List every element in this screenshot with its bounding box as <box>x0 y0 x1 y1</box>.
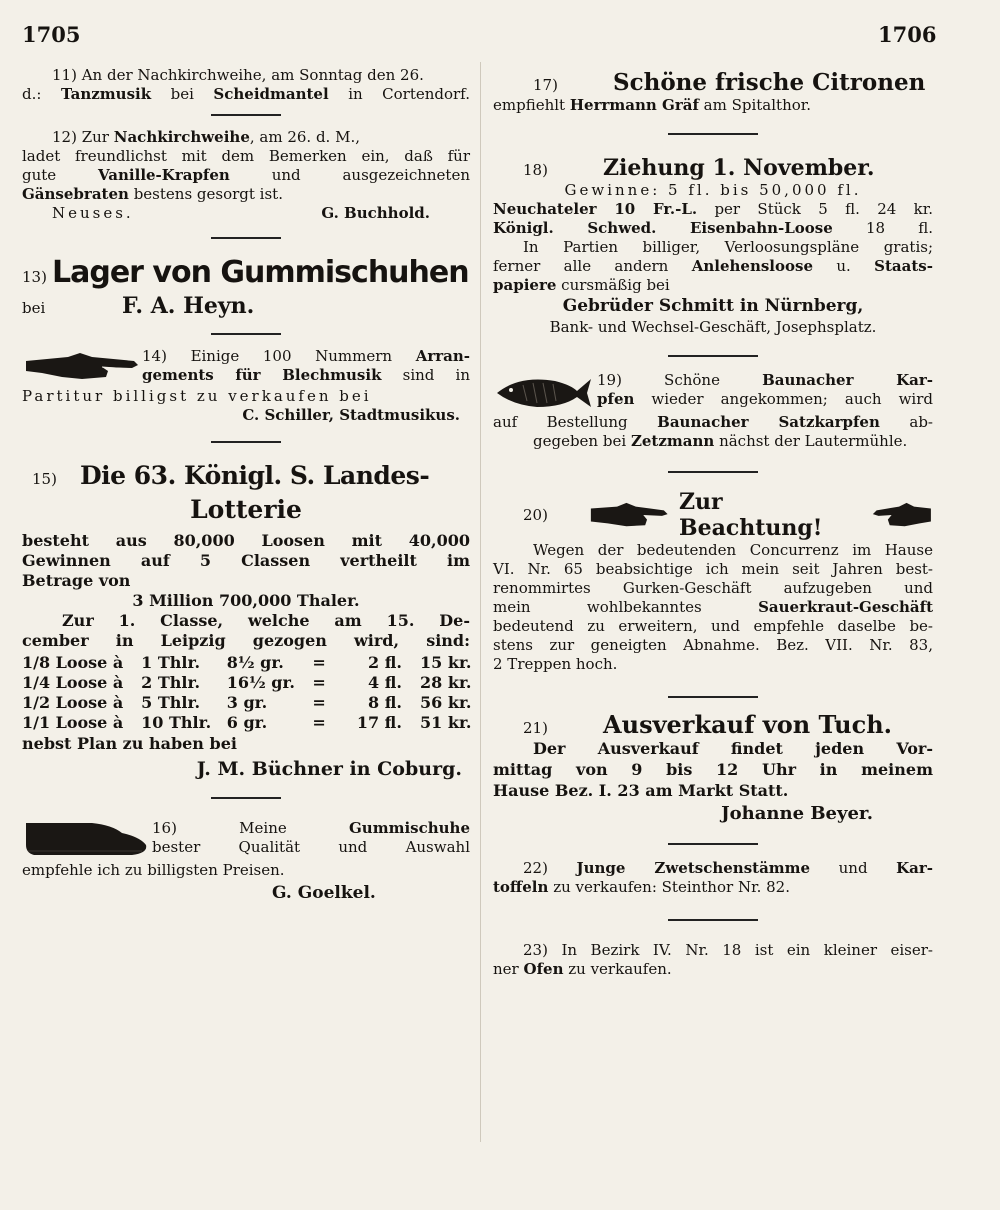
ad23-line1: 23) In Bezirk IV. Nr. 18 ist ein kleiner eiser- <box>523 941 933 959</box>
ad12-item: Gänsebraten <box>22 185 129 203</box>
separator-rule <box>211 441 281 443</box>
ad22-number: 22) <box>523 859 548 877</box>
ad13-number: 13) <box>22 268 47 286</box>
ad11-place: in Cortendorf. <box>348 85 470 103</box>
advertisement-15 <box>22 459 470 783</box>
ad18-line4: In Partien billiger, Verloosungspläne gratis; <box>523 238 933 256</box>
ad18-text: cursmäßig bei <box>561 276 670 294</box>
ad19-text: 19) Schöne <box>597 371 720 389</box>
ad23-text: zu verkaufen. <box>568 960 672 978</box>
lot-fraction: 1/8 <box>22 653 51 672</box>
advertisement-20 <box>493 489 933 674</box>
ad19-item: pfen <box>597 390 635 408</box>
ad17-line1 <box>493 96 933 115</box>
ad18-line8: Bank- und Wechsel-Geschäft, Josephsplatz. <box>549 318 877 336</box>
lot-label: Loose à <box>55 673 124 692</box>
ad19-line4 <box>493 432 933 451</box>
advertisement-13 <box>22 253 470 319</box>
ad11-host: Scheidmantel <box>213 85 329 103</box>
ad15-line4: 3 Million 700,000 Thaler. <box>132 591 360 610</box>
ad12-date: , am 26. d. M., <box>249 128 360 146</box>
lot-row <box>22 653 470 673</box>
ad12-line5 <box>22 204 470 223</box>
ad19-top <box>493 371 933 413</box>
lot-thaler: 1 Thlr. <box>141 653 201 672</box>
ad12-item: Vanille-Krapfen <box>98 166 230 184</box>
advertisement-23 <box>493 941 933 979</box>
separator-rule <box>668 919 758 921</box>
lot-row <box>22 693 470 713</box>
lot-kreuzer: 51 kr. <box>420 713 472 732</box>
ad12-text: und ausgezeichneten <box>271 166 470 184</box>
lot-equals: = <box>312 653 326 672</box>
ad12-signature: G. Buchhold. <box>321 204 430 222</box>
ad16-top <box>22 815 470 861</box>
advertisement-22 <box>493 859 933 897</box>
ad17-merchant: Herrmann Gräf <box>569 96 699 114</box>
lot-thaler: 2 Thlr. <box>141 673 201 692</box>
ad20-number: 20) <box>523 505 548 524</box>
lot-label: Loose à <box>55 693 124 712</box>
ad19-text: gegeben bei <box>533 432 627 450</box>
ad13-name-row <box>22 293 470 319</box>
fish-icon <box>493 371 593 413</box>
lot-equals: = <box>312 713 326 732</box>
advertisement-18 <box>493 155 933 337</box>
ad18-line3 <box>493 219 933 238</box>
ad23-line2 <box>493 960 933 979</box>
ad18-number: 18) <box>523 161 548 179</box>
ad18-security: Königl. Schwed. Eisenbahn-Loose <box>493 219 833 237</box>
ad17-title: Schöne frische Citronen <box>613 69 926 96</box>
ad11-line2 <box>22 85 470 104</box>
ad15-number: 15) <box>32 470 57 488</box>
ad19-text-block <box>593 371 933 413</box>
ad18-price: 18 fl. <box>865 219 933 237</box>
ad14-text: 14) Einige 100 Nummern <box>142 347 393 365</box>
ad17-text: empfiehlt <box>493 96 566 114</box>
ad15-line1: besteht aus 80,000 Loosen mit 40,000 <box>22 531 470 550</box>
ad23-text: ner <box>493 960 519 978</box>
ad19-text: ab- <box>909 413 933 431</box>
ad20-line6: stens zur geneigten Abnahme. Bez. VII. Nr. 83, <box>493 636 933 654</box>
ad15-title: Die 63. Königl. S. Landes- <box>80 461 430 490</box>
ad12-line2: ladet freundlichst mit dem Bemerken ein, daß für <box>22 147 470 165</box>
ad18-title: Ziehung 1. November. <box>603 155 875 181</box>
ad15-title2: Lotterie <box>190 495 302 524</box>
separator-rule <box>668 471 758 473</box>
ad18-line6 <box>493 276 933 295</box>
ad14-item: Arran- <box>415 347 470 365</box>
lot-groschen: 8½ gr. <box>226 653 284 672</box>
ad15-line3: Betrage von <box>22 571 131 590</box>
ad19-place: nächst der Lautermühle. <box>719 432 908 450</box>
ad19-merchant: Zetzmann <box>630 432 715 450</box>
ad20-line5: bedeutend zu erweitern, und empfehle daselbe be- <box>493 617 933 635</box>
ad20-line4 <box>493 598 933 617</box>
ad11-line1: 11) An der Nachkirchweihe, am Sonntag den 26. <box>52 66 424 84</box>
ad12-place: Neuses. <box>52 204 134 222</box>
ad18-security: papiere <box>493 276 557 294</box>
ad12-line4 <box>22 185 470 204</box>
separator-rule <box>668 843 758 845</box>
ad17-number: 17) <box>533 76 558 94</box>
ad14-line2 <box>142 366 470 385</box>
ad19-text: auf Bestellung <box>493 413 628 431</box>
ad18-security: Neuchateler 10 Fr.-L. <box>493 200 698 218</box>
lot-label: Loose à <box>55 653 124 672</box>
ad20-title-row <box>493 489 933 541</box>
lot-gulden: 17 fl. <box>356 713 402 732</box>
ad17-place: am Spitalthor. <box>703 96 812 114</box>
lot-kreuzer: 15 kr. <box>420 653 472 672</box>
advertisement-21 <box>493 712 933 827</box>
ad20-line1: Wegen der bedeutenden Concurrenz im Hause <box>533 541 933 559</box>
right-column <box>493 58 933 979</box>
lot-kreuzer: 56 kr. <box>420 693 472 712</box>
ad15-line6: cember in Leipzig gezogen wird, sind: <box>22 631 470 650</box>
ad13-text: bei <box>22 299 46 317</box>
separator-rule <box>668 355 758 357</box>
ad17-title-row <box>493 70 933 96</box>
lot-equals: = <box>312 693 326 712</box>
ad18-line2 <box>493 200 933 219</box>
lot-thaler: 10 Thlr. <box>141 713 212 732</box>
pointing-hand-icon <box>22 347 142 387</box>
column-divider <box>480 62 481 1142</box>
ad18-price: per Stück 5 fl. 24 kr. <box>714 200 933 218</box>
ad19-item: Baunacher Kar- <box>762 371 933 389</box>
ad16-line2: bester Qualität und Auswahl <box>152 838 470 856</box>
ad20-item: Sauerkraut-Geschäft <box>758 598 933 616</box>
ad12-line1 <box>22 128 470 147</box>
ad18-line7: Gebrüder Schmitt in Nürnberg, <box>562 296 864 316</box>
ad14-item: gements für Blechmusik <box>142 366 382 384</box>
ad19-line3 <box>493 413 933 432</box>
ad22-item: Kar- <box>896 859 933 877</box>
separator-rule <box>211 237 281 239</box>
ad14-top <box>22 347 470 387</box>
ad21-number: 21) <box>523 719 548 737</box>
ad23-item: Ofen <box>523 960 564 978</box>
lot-groschen: 16½ gr. <box>226 673 295 692</box>
ad15-line5: Zur 1. Classe, welche am 15. De- <box>62 611 470 630</box>
ad15-title-row <box>22 459 470 493</box>
ad18-text: ferner alle andern <box>493 257 669 275</box>
ad20-line2: VI. Nr. 65 beabsichtige ich mein seit Jahren best- <box>493 560 933 578</box>
ad21-signature: Johanne Beyer. <box>721 803 873 824</box>
shoe-icon <box>22 815 152 861</box>
ad15-line7: nebst Plan zu haben bei <box>22 734 237 753</box>
lot-label: Loose à <box>55 713 124 732</box>
ad15-price-table <box>22 653 470 733</box>
separator-rule <box>211 333 281 335</box>
separator-rule <box>211 797 281 799</box>
lot-gulden: 8 fl. <box>367 693 402 712</box>
advertisement-11 <box>22 66 470 104</box>
ad22-line2 <box>493 878 933 897</box>
lot-gulden: 2 fl. <box>367 653 402 672</box>
ad14-text-block <box>142 347 470 387</box>
lot-fraction: 1/2 <box>22 693 51 712</box>
ad18-text: u. <box>836 257 851 275</box>
ad11-text: bei <box>170 85 194 103</box>
ad14-signature: C. Schiller, Stadtmusikus. <box>242 406 460 424</box>
ad19-line1 <box>597 371 933 390</box>
ad13-merchant: F. A. Heyn. <box>122 293 255 319</box>
separator-rule <box>668 696 758 698</box>
lot-kreuzer: 28 kr. <box>420 673 472 692</box>
ad21-title: Ausverkauf von Tuch. <box>603 710 893 739</box>
ad20-line7: 2 Treppen hoch. <box>493 655 618 673</box>
ad16-signature: G. Goelkel. <box>272 883 376 903</box>
lot-thaler: 5 Thlr. <box>141 693 201 712</box>
ad18-security: Anlehensloose <box>691 257 814 275</box>
ad14-line3: Partitur billigst zu verkaufen bei <box>22 387 372 405</box>
ad19-line2 <box>597 390 933 409</box>
ad15-signature: J. M. Büchner in Coburg. <box>196 758 462 780</box>
ad18-line5 <box>493 257 933 276</box>
ad20-title: Zur Beachtung! <box>679 489 823 541</box>
lot-groschen: 3 gr. <box>226 693 268 712</box>
lot-gulden: 4 fl. <box>367 673 402 692</box>
ad21-title-row <box>493 712 933 738</box>
ad18-security: Staats- <box>874 257 933 275</box>
ad16-text-block <box>152 815 470 861</box>
ad19-item: Baunacher Satzkarpfen <box>657 413 880 431</box>
lot-groschen: 6 gr. <box>226 713 268 732</box>
ad21-line2: mittag von 9 bis 12 Uhr in meinem <box>493 760 933 779</box>
ad21-line3: Hause Bez. I. 23 am Markt Statt. <box>493 781 789 800</box>
advertisement-19 <box>493 371 933 451</box>
ad16-line3: empfehle ich zu billigsten Preisen. <box>22 861 285 879</box>
lot-equals: = <box>312 673 326 692</box>
lot-row <box>22 713 470 733</box>
separator-rule <box>211 114 281 116</box>
page-number-left: 1705 <box>22 22 81 47</box>
ad22-line1 <box>493 859 933 878</box>
lot-fraction: 1/4 <box>22 673 51 692</box>
advertisement-17 <box>493 70 933 115</box>
ad21-line1: Der Ausverkauf findet jeden Vor- <box>533 739 933 758</box>
ad13-title: Lager von Gummischuhen <box>52 255 469 290</box>
ad12-text: gute <box>22 166 57 184</box>
ad12-text: 12) Zur <box>52 128 109 146</box>
ad20-text: mein wohlbekanntes <box>493 598 702 616</box>
ad22-text: zu verkaufen: Steinthor Nr. 82. <box>553 878 790 896</box>
ad14-line1 <box>142 347 470 366</box>
page-number-right: 1706 <box>878 22 937 47</box>
lot-row <box>22 673 470 693</box>
ad22-item: Junge Zwetschenstämme <box>576 859 811 877</box>
ad12-line3 <box>22 166 470 185</box>
ad13-title-row <box>22 253 470 293</box>
ad16-line1 <box>152 819 470 838</box>
ad12-event: Nachkirchweihe <box>113 128 250 146</box>
advertisement-12 <box>22 128 470 223</box>
ad18-title-row <box>493 155 933 181</box>
ad16-text: 16) Meine <box>152 819 287 837</box>
ad16-item: Gummischuhe <box>349 819 470 837</box>
ad11-event: Tanzmusik <box>60 85 152 103</box>
ad15-line2: Gewinnen auf 5 Classen vertheilt im <box>22 551 470 570</box>
pointing-hand-left-icon <box>871 500 933 530</box>
ad22-item: toffeln <box>493 878 549 896</box>
ad14-text: sind in <box>402 366 470 384</box>
ad22-text: und <box>838 859 868 877</box>
ad20-line3: renommirtes Gurken-Geschäft aufzugeben und <box>493 579 933 597</box>
lot-fraction: 1/1 <box>22 713 51 732</box>
ad11-text: d.: <box>22 85 42 103</box>
advertisement-16 <box>22 815 470 906</box>
pointing-hand-icon <box>589 500 669 530</box>
separator-rule <box>668 133 758 135</box>
ad12-text: bestens gesorgt ist. <box>133 185 283 203</box>
advertisement-14 <box>22 347 470 425</box>
left-column <box>22 58 470 906</box>
ad19-text: wieder angekommen; auch wird <box>651 390 933 408</box>
ad18-line1: Gewinne: 5 fl. bis 50,000 fl. <box>564 181 862 199</box>
